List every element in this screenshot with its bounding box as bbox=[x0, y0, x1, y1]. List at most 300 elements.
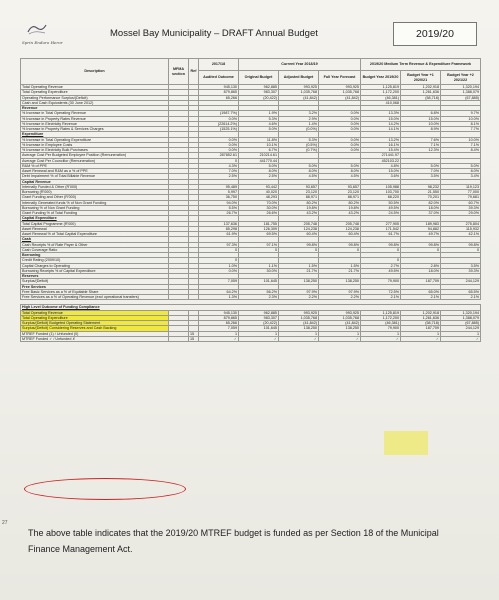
value-cell: 99.8% bbox=[279, 242, 319, 247]
value-cell: 65.5% bbox=[441, 289, 481, 294]
value-cell: 0 bbox=[239, 247, 279, 252]
value-cell: 5,997 bbox=[199, 190, 239, 195]
col-group-mtref: 2019/20 Medium Term Revenue & Expenditure Framework bbox=[361, 59, 481, 71]
value-cell: 18.0% bbox=[401, 268, 441, 273]
value-cell: 95,489 bbox=[199, 184, 239, 189]
value-cell: 93,442 bbox=[239, 184, 279, 189]
value-cell: 1,172,200 bbox=[361, 90, 401, 95]
indicator-label: % Increase in Electricity Revenue bbox=[21, 121, 169, 126]
value-cell: 1,035,768 bbox=[319, 315, 361, 320]
indicator-label: Capital Charges to Operating bbox=[21, 263, 169, 268]
value-cell: 1,035,768 bbox=[279, 315, 319, 320]
page-header bbox=[22, 18, 477, 50]
value-cell: 0 bbox=[199, 158, 239, 163]
value-cell: 181,755 bbox=[239, 221, 279, 226]
value-cell: 99.8% bbox=[441, 242, 481, 247]
indicator-label: Capital Expenditure bbox=[21, 216, 169, 221]
value-cell: (20,422) bbox=[239, 321, 279, 326]
value-cell: 70.0% bbox=[239, 200, 279, 205]
value-cell: 441770.44 bbox=[239, 158, 279, 163]
value-cell: 85,298 bbox=[199, 226, 239, 231]
compliance-heading: High Level Outcome of Funding Compliance bbox=[21, 305, 481, 310]
value-cell: 14.2% bbox=[361, 121, 401, 126]
ref-cell: 15 bbox=[189, 331, 199, 336]
indicator-label: Borrowing Receipts % of Capital Expenditure bbox=[21, 268, 169, 273]
value-cell: 962,885 bbox=[239, 85, 279, 90]
col-budget-2019: Budget Year 2019/20 bbox=[361, 71, 401, 85]
value-cell: 4.8% bbox=[361, 163, 401, 168]
value-cell: 18.0% bbox=[401, 205, 441, 210]
value-cell: 2.7% bbox=[361, 263, 401, 268]
value-cell: 56.2% bbox=[239, 289, 279, 294]
value-cell: 11.8% bbox=[239, 137, 279, 142]
indicator-label: Cash and Cash Equivalents (30 June 2012) bbox=[21, 100, 169, 105]
value-cell: 8.1% bbox=[441, 121, 481, 126]
compliance-label: Surplus/(Deficit) Budgeted Operating Statement bbox=[21, 321, 169, 326]
value-cell: 1,388,079 bbox=[441, 90, 481, 95]
value-cell: ✓ bbox=[279, 336, 319, 341]
value-cell: 1,261,636 bbox=[401, 90, 441, 95]
value-cell: 61.7% bbox=[361, 232, 401, 237]
value-cell: 945,130 bbox=[199, 85, 239, 90]
value-cell: 0 bbox=[319, 247, 361, 252]
value-cell: 70,201 bbox=[401, 195, 441, 200]
value-cell: 244,129 bbox=[441, 279, 481, 284]
value-cell: 0 bbox=[401, 247, 441, 252]
indicator-label: Reserves bbox=[21, 274, 169, 279]
value-cell: 7,059 bbox=[199, 279, 239, 284]
col-original: Original Budget bbox=[239, 71, 279, 85]
value-cell: (1987.7%) bbox=[199, 111, 239, 116]
value-cell: 1,320,194 bbox=[441, 85, 481, 90]
value-cell: 15.0% bbox=[401, 116, 441, 121]
value-cell: 0.0% bbox=[199, 148, 239, 153]
value-cell: 1 bbox=[279, 331, 319, 336]
value-cell: 7.1% bbox=[441, 142, 481, 147]
value-cell: 21.7% bbox=[319, 268, 361, 273]
col-group-current: Current Year 2018/19 bbox=[239, 59, 361, 71]
value-cell: 105,988 bbox=[361, 184, 401, 189]
value-cell: 14.1% bbox=[361, 127, 401, 132]
value-cell: 993,925 bbox=[279, 310, 319, 315]
value-cell: ✓ bbox=[239, 336, 279, 341]
value-cell: 2.1% bbox=[361, 295, 401, 300]
red-circle-annotation bbox=[24, 478, 186, 500]
value-cell: 61.9% bbox=[199, 232, 239, 237]
crest-icon bbox=[26, 22, 48, 36]
value-cell: 138,250 bbox=[319, 279, 361, 284]
indicator-label: Borrowing (R'000) bbox=[21, 190, 169, 195]
indicator-label: Cash Coverage Ratio bbox=[21, 247, 169, 252]
value-cell: 1.1% bbox=[239, 263, 279, 268]
value-cell: 99.8% bbox=[361, 242, 401, 247]
value-cell: 115,932 bbox=[441, 226, 481, 231]
value-cell: (0.5%) bbox=[279, 142, 319, 147]
compliance-row bbox=[21, 336, 481, 341]
value-cell: 993,925 bbox=[319, 310, 361, 315]
indicator-label: Total Capital Programme (R'000) bbox=[21, 221, 169, 226]
value-cell: 15.0% bbox=[361, 169, 401, 174]
value-cell: 1,125,819 bbox=[361, 85, 401, 90]
value-cell: 19.8% bbox=[319, 205, 361, 210]
indicator-label: Free Services bbox=[21, 284, 169, 289]
value-cell: (0.7%) bbox=[279, 148, 319, 153]
value-cell: 171,542 bbox=[361, 226, 401, 231]
col-budget-2020: Budget Year +1 2020/21 bbox=[401, 71, 441, 85]
indicator-label: Free Services as a % of Operating Revenue (excl operational transfers) bbox=[21, 295, 169, 300]
value-cell: 5.5% bbox=[199, 205, 239, 210]
value-cell: 93,657 bbox=[279, 184, 319, 189]
value-cell: 983,307 bbox=[239, 90, 279, 95]
value-cell: 10.0% bbox=[441, 116, 481, 121]
indicator-label: Average Cost Per Councillor (Remuneration) bbox=[21, 158, 169, 163]
value-cell: 88,971 bbox=[279, 195, 319, 200]
indicator-label: Cash Receipts % of Rate Payer & Other bbox=[21, 242, 169, 247]
value-cell: 0.0% bbox=[199, 142, 239, 147]
indicator-label: % Increase in Employee Costs bbox=[21, 142, 169, 147]
value-cell: 0 bbox=[441, 247, 481, 252]
value-cell: (41,842) bbox=[279, 321, 319, 326]
value-cell: (67,885) bbox=[441, 321, 481, 326]
value-cell: 205,748 bbox=[319, 221, 361, 226]
value-cell: 2.2% bbox=[319, 295, 361, 300]
indicator-label: % Increase in Total Operating Revenue bbox=[21, 111, 169, 116]
value-cell: 0.0% bbox=[319, 121, 361, 126]
value-cell: 77,000 bbox=[441, 190, 481, 195]
value-cell: 1,261,636 bbox=[401, 315, 441, 320]
value-cell: 21,550 bbox=[401, 190, 441, 195]
value-cell: 2.2% bbox=[279, 295, 319, 300]
ref-cell: 15 bbox=[189, 336, 199, 341]
value-cell: 13.3% bbox=[361, 111, 401, 116]
value-cell: ✓ bbox=[361, 336, 401, 341]
budget-table bbox=[20, 58, 481, 342]
value-cell: 10.1% bbox=[239, 142, 279, 147]
value-cell: 7.7% bbox=[441, 127, 481, 132]
value-cell: 97.1% bbox=[239, 242, 279, 247]
value-cell: 39.3% bbox=[441, 268, 481, 273]
value-cell: 3.5% bbox=[401, 174, 441, 179]
value-cell: 275,804 bbox=[441, 221, 481, 226]
value-cell: 0.0% bbox=[199, 137, 239, 142]
value-cell: 19.8% bbox=[279, 205, 319, 210]
value-cell: 205,748 bbox=[279, 221, 319, 226]
footnote-text: The above table indicates that the 2019/20 MTREF budget is funded as per Section 18 of the Municipal Finance Management Act. bbox=[28, 528, 439, 554]
value-cell: 0.0% bbox=[199, 116, 239, 121]
value-cell: 0.0% bbox=[319, 111, 361, 116]
value-cell: 64.2% bbox=[199, 289, 239, 294]
page-number: 27 bbox=[2, 520, 8, 526]
value-cell: (41,842) bbox=[319, 321, 361, 326]
indicator-label: % Increase in Property Rates & Services Charges bbox=[21, 127, 169, 132]
value-cell: 8.0% bbox=[239, 169, 279, 174]
value-cell: 65,266 bbox=[199, 95, 239, 100]
value-cell: 49.5% bbox=[361, 268, 401, 273]
value-cell: (1525.1%) bbox=[199, 127, 239, 132]
value-cell: 119,123 bbox=[441, 184, 481, 189]
value-cell: 7.0% bbox=[199, 169, 239, 174]
value-cell: 244,129 bbox=[441, 326, 481, 331]
value-cell: 42.1% bbox=[441, 232, 481, 237]
indicator-label: Total Operating Expenditure bbox=[21, 90, 169, 95]
value-cell: 945,130 bbox=[199, 310, 239, 315]
value-cell: 7.1% bbox=[401, 142, 441, 147]
value-cell: 879,865 bbox=[199, 315, 239, 320]
value-cell: 0 bbox=[361, 247, 401, 252]
value-cell: 1,202,918 bbox=[401, 310, 441, 315]
value-cell: ✓ bbox=[199, 336, 239, 341]
indicator-label: Total Operating Revenue bbox=[21, 85, 169, 90]
value-cell: (46,381) bbox=[361, 95, 401, 100]
col-budget-2021: Budget Year +2 2021/22 bbox=[441, 71, 481, 85]
value-cell: ✓ bbox=[319, 336, 361, 341]
indicator-label: Asset Renewal bbox=[21, 226, 169, 231]
value-cell: 5.0% bbox=[279, 163, 319, 168]
value-cell: 3.5% bbox=[441, 263, 481, 268]
value-cell: 4.3% bbox=[199, 163, 239, 168]
value-cell: 97.9% bbox=[279, 289, 319, 294]
value-cell: 79,900 bbox=[361, 326, 401, 331]
value-cell: 8.4% bbox=[441, 148, 481, 153]
value-cell: 452103.22 bbox=[361, 158, 401, 163]
value-cell: 3.2% bbox=[279, 111, 319, 116]
indicator-rows bbox=[21, 85, 481, 300]
col-group-2017: 2017/18 bbox=[199, 59, 239, 71]
value-cell: 6.7% bbox=[239, 148, 279, 153]
value-cell: 98,232 bbox=[401, 184, 441, 189]
value-cell: 993,925 bbox=[319, 85, 361, 90]
value-cell: 962,885 bbox=[239, 310, 279, 315]
value-cell: 49.5% bbox=[361, 205, 401, 210]
value-cell: 72.5% bbox=[361, 289, 401, 294]
value-cell: 15.4% bbox=[361, 148, 401, 153]
value-cell: 0 bbox=[361, 258, 401, 263]
value-cell: 138,250 bbox=[279, 279, 319, 284]
value-cell: 15.0% bbox=[361, 116, 401, 121]
compliance-label: MTREF Funded ✓ / Unfunded ✗ bbox=[21, 336, 169, 341]
value-cell: 138,250 bbox=[319, 326, 361, 331]
value-cell: 124,238 bbox=[279, 226, 319, 231]
value-cell: 43.2% bbox=[319, 211, 361, 216]
indicator-label: Internally Generated funds % of Non Grant Funding bbox=[21, 200, 169, 205]
logo-motto: Sprin Enduro Heror bbox=[22, 40, 63, 45]
value-cell: 8.0% bbox=[279, 169, 319, 174]
indicator-label: Credit Rating (2009/10) bbox=[21, 258, 169, 263]
col-mfma: MFMA section bbox=[169, 59, 189, 85]
value-cell: 79,900 bbox=[361, 279, 401, 284]
value-cell: 94.0% bbox=[199, 200, 239, 205]
value-cell: (41,842) bbox=[319, 95, 361, 100]
col-description: Description bbox=[21, 59, 169, 85]
value-cell: 983,307 bbox=[239, 315, 279, 320]
indicator-label: Borrowing bbox=[21, 253, 169, 258]
value-cell: 10.0% bbox=[401, 121, 441, 126]
value-cell: 5.0% bbox=[239, 163, 279, 168]
col-audited: Audited Outcome bbox=[199, 71, 239, 85]
municipality-logo bbox=[22, 22, 92, 48]
value-cell: (41,842) bbox=[279, 95, 319, 100]
compliance-label: Surplus/(Deficit) Considering Reserves and Cash Backing bbox=[21, 326, 169, 331]
value-cell: 2.8% bbox=[401, 263, 441, 268]
value-cell: 60.4% bbox=[319, 232, 361, 237]
value-cell: 0.0% bbox=[319, 148, 361, 153]
value-cell: 1.9% bbox=[239, 111, 279, 116]
value-cell: 189,983 bbox=[401, 221, 441, 226]
value-cell: 99.8% bbox=[319, 242, 361, 247]
value-cell: 0 bbox=[279, 247, 319, 252]
value-cell: 3.4% bbox=[441, 174, 481, 179]
value-cell: ✓ bbox=[401, 336, 441, 341]
value-cell: 187,709 bbox=[401, 279, 441, 284]
value-cell: 1,035,768 bbox=[279, 90, 319, 95]
value-cell: ✓ bbox=[441, 336, 481, 341]
col-ref: Ref bbox=[189, 59, 199, 85]
value-cell: 277,905 bbox=[361, 221, 401, 226]
indicator-label: Asset Renewal % of Total Capital Expenditure bbox=[21, 232, 169, 237]
value-cell: 29.0% bbox=[441, 211, 481, 216]
value-cell: 68,220 bbox=[361, 195, 401, 200]
value-cell: 187,709 bbox=[401, 326, 441, 331]
indicator-label: R&M % of PPE bbox=[21, 163, 169, 168]
value-cell: (22614.2%) bbox=[199, 121, 239, 126]
value-cell: 60.7% bbox=[441, 200, 481, 205]
value-cell: 0 bbox=[199, 258, 239, 263]
value-cell: 10.0% bbox=[441, 137, 481, 142]
value-cell: 101,645 bbox=[239, 326, 279, 331]
value-cell: 0.0% bbox=[319, 116, 361, 121]
value-cell: 2.9% bbox=[279, 116, 319, 121]
value-cell: 103,700 bbox=[361, 190, 401, 195]
value-cell: 2.1% bbox=[441, 295, 481, 300]
value-cell: (0.0%) bbox=[279, 127, 319, 132]
value-cell: 0.0% bbox=[319, 142, 361, 147]
indicator-label: Grant Funding and Other (R'000) bbox=[21, 195, 169, 200]
value-cell: 2.3% bbox=[239, 295, 279, 300]
value-cell: 8.0% bbox=[319, 169, 361, 174]
value-cell: 1 bbox=[199, 331, 239, 336]
value-cell: 410,068 bbox=[361, 100, 401, 105]
indicator-label: Internally Funded & Other (R'000) bbox=[21, 184, 169, 189]
value-cell: 2.5% bbox=[239, 174, 279, 179]
indicator-label: % Increase in Total Operating Expenditure bbox=[21, 137, 169, 142]
value-cell: 5.0% bbox=[239, 127, 279, 132]
compliance-label: MTREF Funded (1) / Unfunded (0) bbox=[21, 331, 169, 336]
indicator-label: Debt Impairment % of Total Billable Revenue bbox=[21, 174, 169, 179]
value-cell: 4.5% bbox=[319, 174, 361, 179]
value-cell: 16.1% bbox=[361, 142, 401, 147]
value-cell: 65.0% bbox=[401, 289, 441, 294]
value-cell: 1 bbox=[319, 331, 361, 336]
indicator-label: Revenue bbox=[21, 106, 169, 111]
value-cell: 0.0% bbox=[199, 268, 239, 273]
value-cell: 23,120 bbox=[319, 190, 361, 195]
value-cell: 5.0% bbox=[319, 163, 361, 168]
value-cell: 2.5% bbox=[199, 174, 239, 179]
value-cell: 7.6% bbox=[401, 137, 441, 142]
value-cell: 43.2% bbox=[279, 211, 319, 216]
value-cell: 879,865 bbox=[199, 90, 239, 95]
value-cell: 80.2% bbox=[319, 200, 361, 205]
indicator-label: % Increase in Property Rates Revenue bbox=[21, 116, 169, 121]
value-cell: 0.0% bbox=[319, 127, 361, 132]
document-title: Mossel Bay Municipality – DRAFT Annual Budget bbox=[110, 28, 318, 39]
value-cell: 26.7% bbox=[199, 211, 239, 216]
value-cell: 1,388,079 bbox=[441, 315, 481, 320]
value-cell: 97.9% bbox=[319, 289, 361, 294]
value-cell: 48,293 bbox=[239, 195, 279, 200]
value-cell: 79,681 bbox=[441, 195, 481, 200]
value-cell: 65,266 bbox=[199, 321, 239, 326]
value-cell: 7,059 bbox=[199, 326, 239, 331]
indicator-label: Capital Revenue bbox=[21, 179, 169, 184]
value-cell: 3.6% bbox=[361, 174, 401, 179]
indicator-label: Cash bbox=[21, 237, 169, 242]
value-cell: 88,971 bbox=[319, 195, 361, 200]
value-cell: (58,718) bbox=[401, 321, 441, 326]
value-cell: 1.5% bbox=[279, 263, 319, 268]
value-cell: 12.3% bbox=[401, 148, 441, 153]
highlight-mark bbox=[384, 431, 428, 455]
mfma-cell bbox=[169, 336, 189, 341]
value-cell: 69.5% bbox=[239, 232, 279, 237]
value-cell: 13.2% bbox=[361, 137, 401, 142]
value-cell: 0.0% bbox=[319, 137, 361, 142]
value-cell: 1 bbox=[361, 331, 401, 336]
value-cell: 60.4% bbox=[279, 232, 319, 237]
col-adjusted: Adjusted Budget bbox=[279, 71, 319, 85]
value-cell: 4.5% bbox=[279, 174, 319, 179]
value-cell: 1.0% bbox=[199, 263, 239, 268]
value-cell: 1.5% bbox=[319, 263, 361, 268]
compliance-rows bbox=[21, 300, 481, 342]
value-cell: 26.6% bbox=[239, 211, 279, 216]
value-cell: (46,381) bbox=[361, 321, 401, 326]
value-cell: 80.2% bbox=[279, 200, 319, 205]
value-cell: 1,202,918 bbox=[401, 85, 441, 90]
value-cell: 1 bbox=[239, 331, 279, 336]
indicator-label: Average Cost Per Budgeted Employee Position (Remuneration) bbox=[21, 153, 169, 158]
value-cell: 210214.61 bbox=[239, 153, 279, 158]
budget-year-box: 2019/20 bbox=[393, 22, 477, 46]
indicator-label: Free Basic Services as a % of Equitable Share bbox=[21, 289, 169, 294]
value-cell: 9.7% bbox=[441, 111, 481, 116]
value-cell: 287852.61 bbox=[199, 153, 239, 158]
value-cell: 124,238 bbox=[319, 226, 361, 231]
value-cell: 0 bbox=[199, 247, 239, 252]
value-cell: 6.8% bbox=[401, 111, 441, 116]
value-cell: 1 bbox=[441, 331, 481, 336]
value-cell: 82.0% bbox=[401, 200, 441, 205]
indicator-label: Grant Funding % of Total Funding bbox=[21, 211, 169, 216]
value-cell: 7.0% bbox=[401, 169, 441, 174]
value-cell: 1 bbox=[401, 331, 441, 336]
value-cell: 99.8% bbox=[401, 242, 441, 247]
value-cell: 1,172,200 bbox=[361, 315, 401, 320]
value-cell: 50.5% bbox=[361, 200, 401, 205]
value-cell: 23,120 bbox=[279, 190, 319, 195]
value-cell: 93,657 bbox=[319, 184, 361, 189]
value-cell: 1.4% bbox=[279, 121, 319, 126]
value-cell: 97.3% bbox=[199, 242, 239, 247]
value-cell: 993,925 bbox=[279, 85, 319, 90]
value-cell: 39.3% bbox=[441, 205, 481, 210]
value-cell: 1,320,194 bbox=[441, 310, 481, 315]
value-cell: 5.3% bbox=[239, 116, 279, 121]
value-cell: 37.0% bbox=[401, 211, 441, 216]
value-cell: 30.0% bbox=[239, 268, 279, 273]
value-cell: 101,645 bbox=[239, 279, 279, 284]
value-cell: 24.5% bbox=[361, 211, 401, 216]
